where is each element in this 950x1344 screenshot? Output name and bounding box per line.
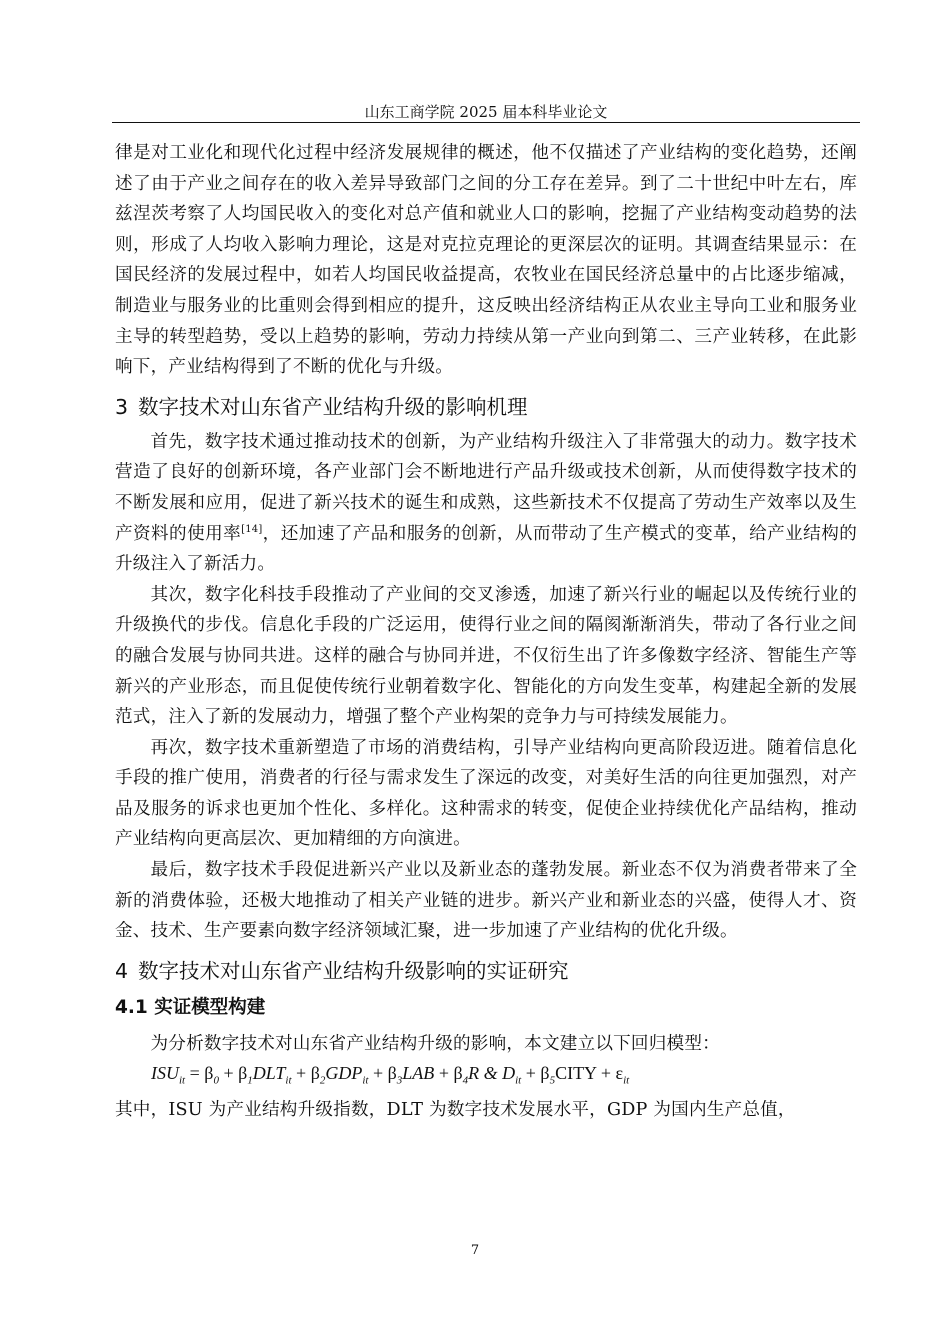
paragraph: 为分析数字技术对山东省产业结构升级的影响，本文建立以下回归模型： xyxy=(150,1033,720,1054)
section-title: 数字技术对山东省产业结构升级影响的实证研究 xyxy=(138,958,569,983)
subsection-heading-4-1: 4.1 实证模型构建 xyxy=(115,996,266,1018)
paragraph xyxy=(115,427,857,580)
document-body xyxy=(115,138,857,1126)
formula-term: + β xyxy=(296,1063,320,1084)
formula-term: + ε xyxy=(600,1063,624,1084)
paragraph: 律是对工业化和现代化过程中经济发展规律的概述，他不仅描述了产业结构的变化趋势，还阐述了由于产业之间存在的收入差异导致部门之间的分工存在差异。到了二十世纪中叶左右，库兹涅茨考察了人均国民收入的变化对总产值和就业人口的影响，挖掘了产业结构变动趋势的法则，形成了人均收入影响力理论，这是对克拉克理论的更深层次的证明。其调查结果显示：在国民经济的发展过程中，如若人均国民收益提高，农牧业在国民经济总量中的占比逐步缩减，制造业与服务业的比重则会得到相应的提升，这反映出经济结构正从农业主导向工业和服务业主导的转型趋势，受以上趋势的影响，劳动力持续从第一产业向到第二、三产业转移，在此影响下，产业结构得到了不断的优化与升级。 xyxy=(115,143,857,378)
formula-subscript: 1 xyxy=(247,1075,253,1088)
formula-term: DLT xyxy=(252,1063,286,1084)
paragraph: 最后，数字技术手段促进新兴产业以及新业态的蓬勃发展。新业态不仅为消费者带来了全新的消费体验，还极大地推动了相关产业链的进步。新兴产业和新业态的兴盛，使得人才、资金、技术、生产要素向数字经济领域汇聚，进一步加速了产业结构的优化升级。 xyxy=(115,860,857,942)
formula-subscript: it xyxy=(362,1075,369,1088)
section-heading-4 xyxy=(115,955,857,987)
formula-subscript: 5 xyxy=(549,1075,556,1088)
formula-term: + β xyxy=(438,1063,463,1084)
formula-term: + β xyxy=(525,1063,550,1084)
header-divider xyxy=(112,122,860,123)
formula-subscript: 2 xyxy=(319,1075,326,1088)
paragraph: 再次，数字技术重新塑造了市场的消费结构，引导产业结构向更高阶段迈进。随着信息化手段的推广使用，消费者的行径与需求发生了深远的改变，对美好生活的向往更加强烈，对产品及服务的诉求也更加个性化、多样化。这种需求的转变，促使企业持续优化产品结构，推动产业结构向更高层次、更加精细的方向演进。 xyxy=(115,737,857,850)
section-heading-3 xyxy=(115,391,857,423)
formula-term: + β xyxy=(372,1063,397,1084)
section-number: 4 xyxy=(115,958,129,983)
page-number: 7 xyxy=(470,1243,480,1258)
regression-formula xyxy=(115,1059,857,1095)
formula-subscript: 3 xyxy=(396,1075,403,1088)
formula-subscript: it xyxy=(623,1075,630,1088)
formula-subscript: it xyxy=(515,1075,522,1088)
formula-subscript: it xyxy=(285,1075,292,1088)
formula-term: GDP xyxy=(325,1063,363,1084)
paragraph: 其次，数字化科技手段推动了产业间的交叉渗透，加速了新兴行业的崛起以及传统行业的升级换代的步伐。信息化手段的广泛运用，使得行业之间的隔阂渐渐消失，带动了各行业之间的融合发展与协同共进。这样的融合与协同并进，不仅衍生出了许多像数字经济、智能生产等新兴的产业形态，而且促使传统行业朝着数字化、智能化的方向发生变革，构建起全新的发展范式，注入了新的发展动力，增强了整个产业构架的竞争力与可持续发展能力。 xyxy=(115,584,857,728)
paragraph-text: 首先，数字技术通过推动技术的创新，为产业结构升级注入了非常强大的动力。数字技术营造了良好的创新环境，各产业部门会不断地进行产品升级或技术创新，从而使得数字技术的不断发展和应用，促进了新兴技术的诞生和成熟，这些新技术不仅提高了劳动生产效率以及生产资料的使用率 xyxy=(115,431,857,544)
section-title: 数字技术对山东省产业结构升级的影响机理 xyxy=(138,394,528,419)
formula-term: ISU xyxy=(151,1063,179,1084)
paragraph-text: ，还加速了产品和服务的创新，从而带动了生产模式的变革，给产业结构的升级注入了新活力。 xyxy=(115,523,857,575)
formula-term: = β xyxy=(189,1063,214,1084)
formula-term: R & D xyxy=(468,1063,516,1084)
paragraph: 其中，ISU 为产业结构升级指数，DLT 为数字技术发展水平，GDP 为国内生产总值， xyxy=(115,1100,796,1121)
formula-term: LAB xyxy=(402,1063,435,1084)
page-header: 山东工商学院 2025 届本科毕业论文 xyxy=(364,103,608,121)
formula-term: CITY xyxy=(555,1063,597,1084)
formula-subscript: it xyxy=(179,1075,186,1088)
section-number: 3 xyxy=(115,394,129,419)
formula-subscript: 4 xyxy=(462,1075,469,1088)
citation-reference[interactable]: [14] xyxy=(241,523,263,535)
formula-subscript: 0 xyxy=(213,1075,219,1088)
formula-term: + β xyxy=(223,1063,248,1084)
